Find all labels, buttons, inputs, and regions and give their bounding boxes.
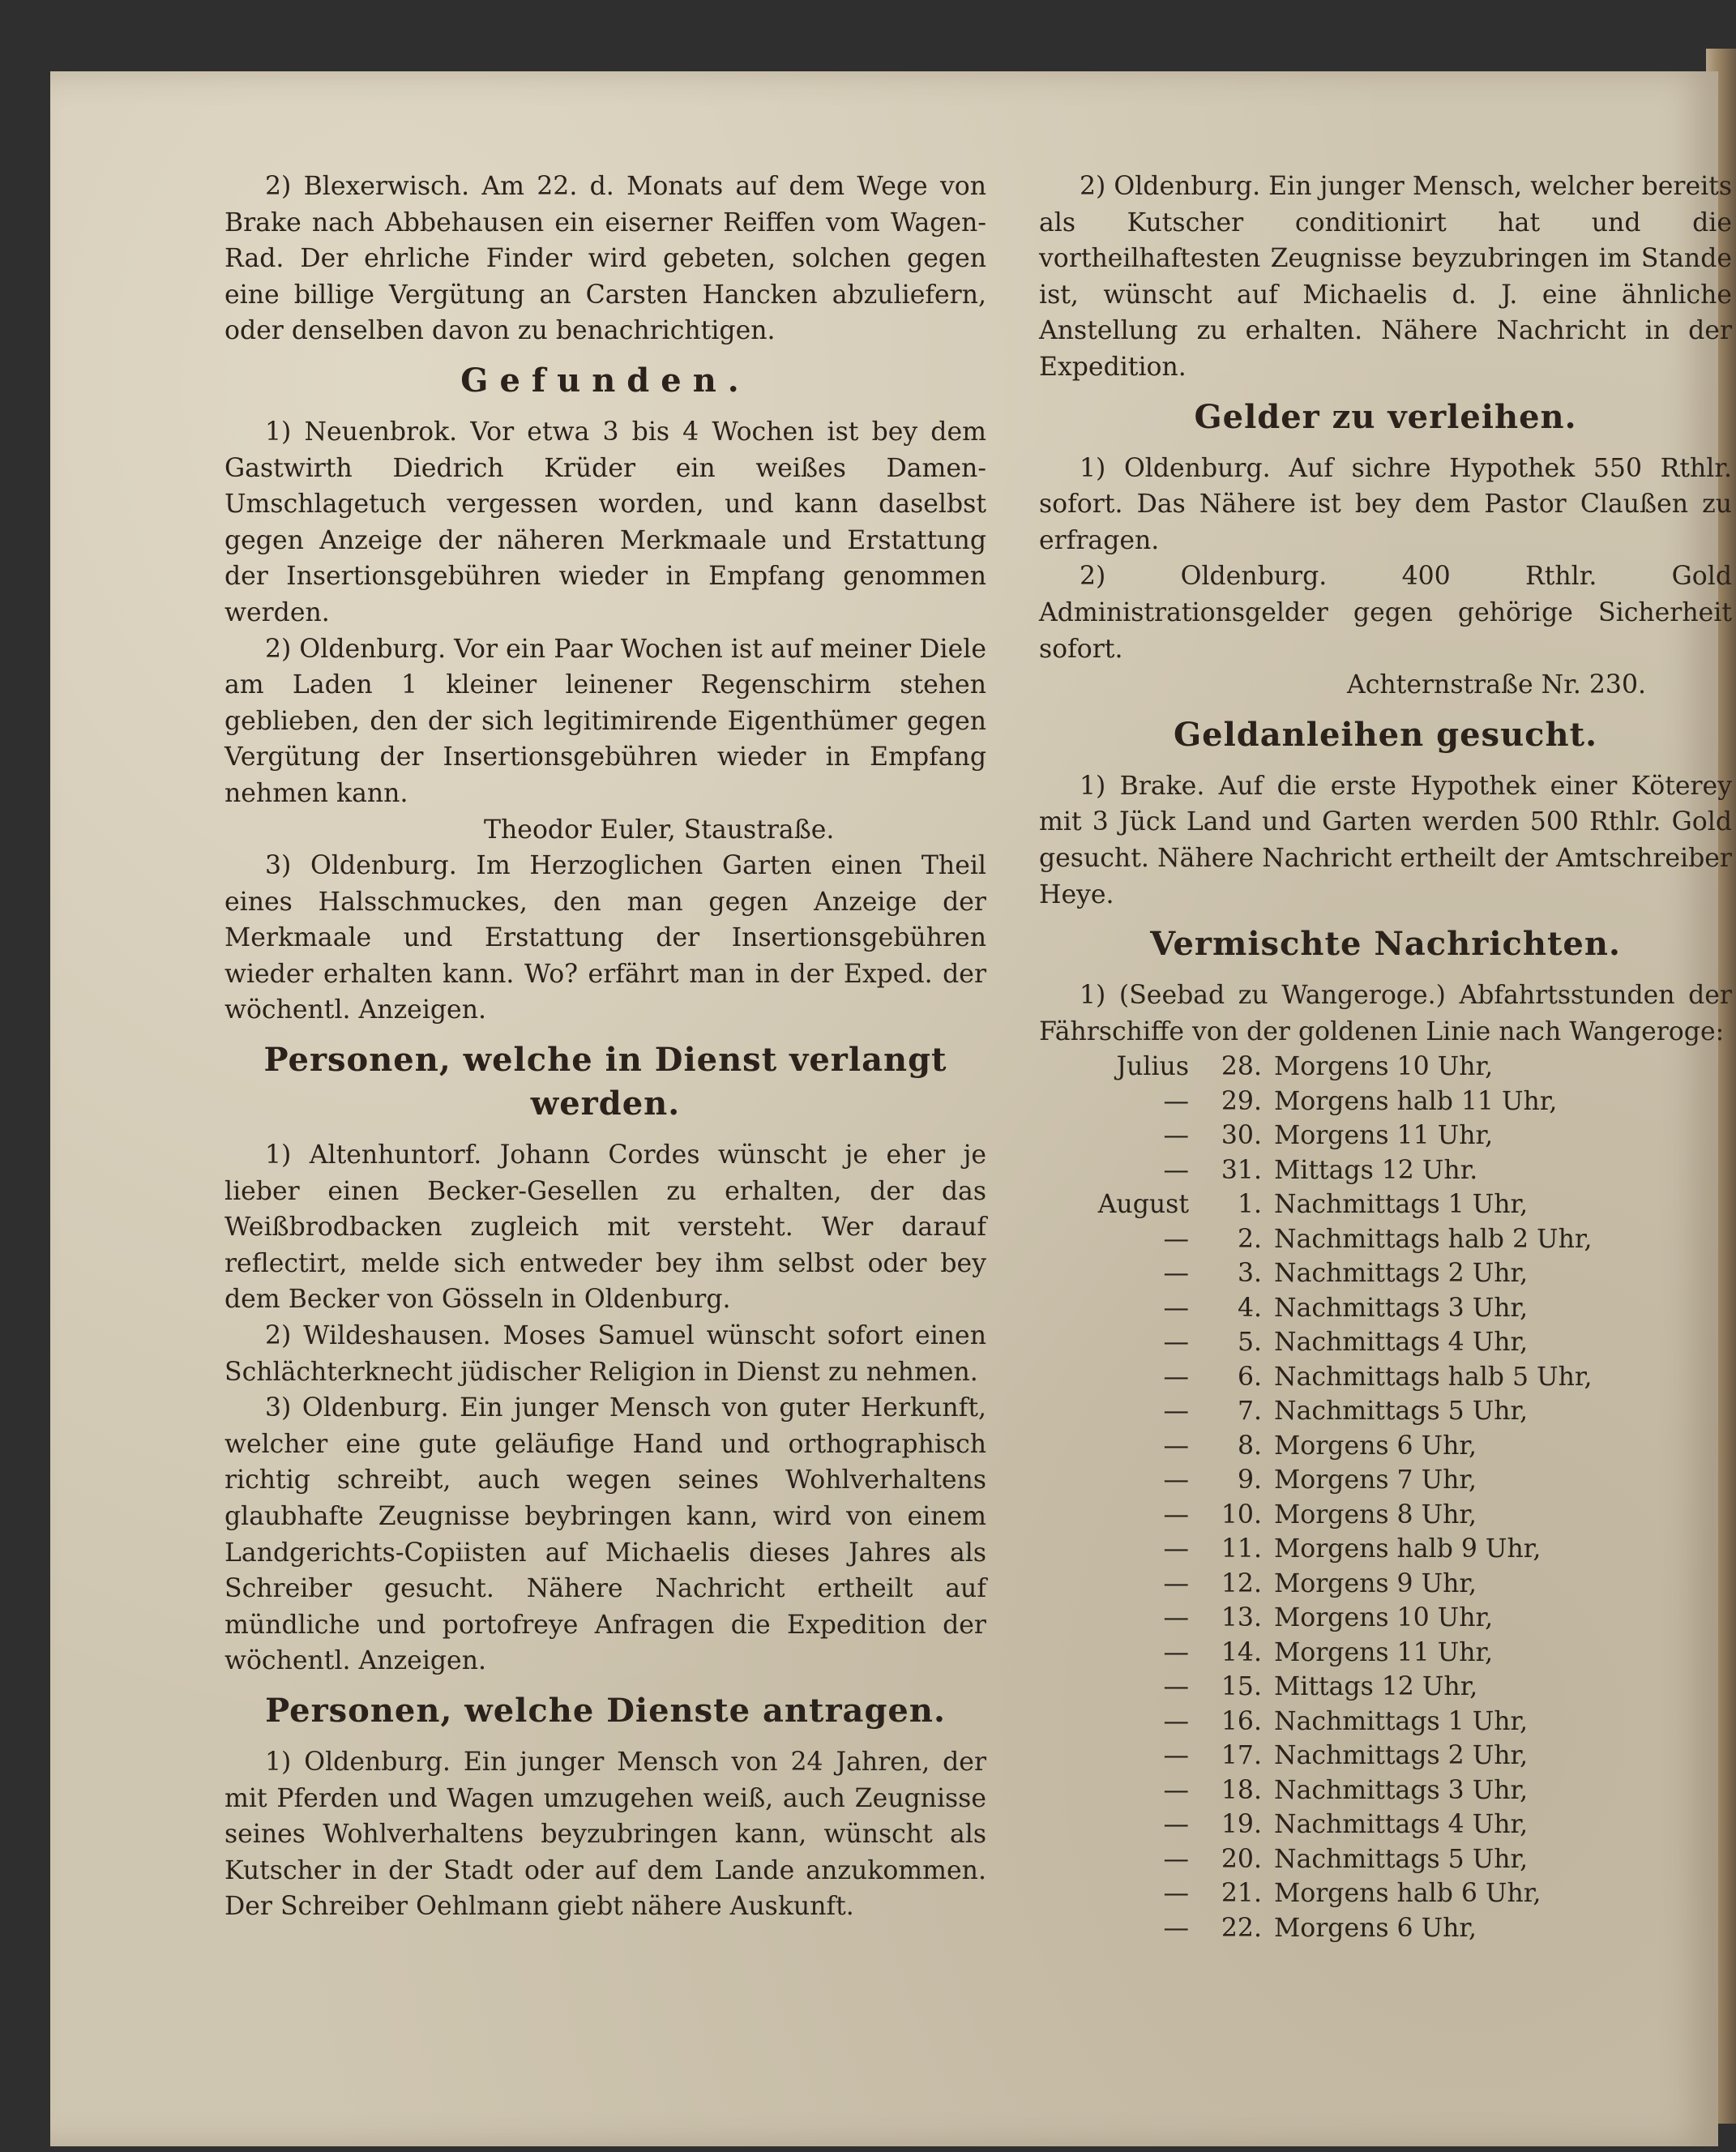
schedule-day: 6. (1237, 1362, 1262, 1392)
schedule-time: Nachmittags 2 Uhr, (1274, 1741, 1529, 1771)
schedule-day: 21. (1221, 1879, 1262, 1909)
schedule-day: 10. (1221, 1500, 1262, 1530)
schedule-time: Morgens 10 Uhr, (1274, 1603, 1494, 1633)
schedule-row (1039, 1567, 1732, 1602)
schedule-day: 31. (1221, 1155, 1262, 1185)
heading-gefunden: Gefunden. (460, 361, 750, 400)
notice-seebad: 1) (Seebad zu Wangeroge.) Abfahrtsstunden der Fährschiffe von der goldenen Linie nach Wangeroge: (1039, 981, 1732, 1046)
schedule-row (1039, 1532, 1732, 1567)
schedule-month: — (1163, 1534, 1189, 1564)
schedule-row (1039, 1394, 1732, 1429)
schedule-day: 20. (1221, 1844, 1262, 1874)
schedule-time: Morgens 9 Uhr, (1274, 1568, 1477, 1598)
notice-geld-1: 1) Oldenburg. Auf sichre Hypothek 550 Rthlr. sofort. Das Nähere ist bey dem Pastor Claußen zu erfragen. (1039, 453, 1732, 555)
right-column (1039, 169, 1732, 1945)
newspaper-page (50, 71, 1732, 2146)
schedule-time: Nachmittags halb 5 Uhr, (1274, 1362, 1593, 1392)
schedule-month: — (1163, 1637, 1189, 1667)
ferry-schedule (1039, 1050, 1732, 1945)
schedule-day: 3. (1237, 1259, 1262, 1289)
schedule-time: Morgens 10 Uhr, (1274, 1052, 1494, 1082)
schedule-row (1039, 1876, 1732, 1911)
schedule-time: Mittags 12 Uhr, (1274, 1672, 1478, 1702)
schedule-month: — (1163, 1844, 1189, 1874)
schedule-month: Julius (1116, 1052, 1189, 1082)
schedule-day: 7. (1237, 1397, 1262, 1427)
schedule-row (1039, 1705, 1732, 1739)
schedule-time: Morgens 7 Uhr, (1274, 1465, 1477, 1495)
schedule-month: — (1163, 1879, 1189, 1909)
schedule-day: 30. (1221, 1121, 1262, 1151)
schedule-month: — (1163, 1741, 1189, 1771)
notice-neuenbrok: 1) Neuenbrok. Vor etwa 3 bis 4 Wochen ist bey dem Gastwirth Diedrich Krüder ein weißes Damen-Umschlagetuch vergessen worden, und kann daselbst gegen Anzeige der näheren Merkmaale und Erstattung der Insertionsgebühren wieder in Empfang genommen werden. (224, 417, 986, 627)
notice-altenhuntorf: 1) Altenhuntorf. Johann Cordes wünscht je eher je lieber einen Becker-Gesellen zu erhalten, der das Weißbrodbacken zugleich mit versteht. Wer darauf reflectirt, melde sich entweder bey ihm selbst oder bey dem Becker von Gösseln in Oldenburg. (224, 1140, 986, 1315)
notice-geld-2-address: Achternstraße Nr. 230. (1347, 670, 1647, 700)
schedule-month: — (1163, 1913, 1189, 1943)
schedule-day: 19. (1221, 1810, 1262, 1840)
schedule-day: 15. (1221, 1672, 1262, 1702)
schedule-day: 28. (1221, 1052, 1262, 1082)
schedule-day: 29. (1221, 1086, 1262, 1116)
schedule-row (1039, 1119, 1732, 1153)
notice-blexerwisch: 2) Blexerwisch. Am 22. d. Monats auf dem Wege von Brake nach Abbehausen ein eiserner Reiffen vom Wagen-Rad. Der ehrliche Finder wird gebeten, solchen gegen eine billige Vergütung an Carsten Hancken abzuliefern, oder denselben davon zu benachrichtigen. (224, 172, 986, 346)
schedule-month: — (1163, 1706, 1189, 1736)
schedule-day: 1. (1237, 1190, 1262, 1220)
schedule-month: — (1163, 1362, 1189, 1392)
schedule-row (1039, 1360, 1732, 1395)
schedule-time: Nachmittags halb 2 Uhr, (1274, 1224, 1593, 1254)
schedule-row (1039, 1773, 1732, 1808)
schedule-time: Nachmittags 3 Uhr, (1274, 1775, 1529, 1805)
schedule-row (1039, 1498, 1732, 1533)
notice-oldenburg-necklace: 3) Oldenburg. Im Herzoglichen Garten einen Theil eines Halsschmuckes, den man gegen Anzeige der Merkmaale und Erstattung der Insertionsgebühren wieder erhalten kann. Wo? erfährt man in der Exped. der wöchentl. Anzeigen. (224, 851, 986, 1025)
schedule-month: — (1163, 1259, 1189, 1289)
schedule-day: 11. (1221, 1534, 1262, 1564)
schedule-time: Morgens 6 Uhr, (1274, 1431, 1477, 1461)
schedule-month: — (1163, 1397, 1189, 1427)
schedule-row (1039, 1085, 1732, 1119)
schedule-month: — (1163, 1086, 1189, 1116)
schedule-time: Nachmittags 3 Uhr, (1274, 1293, 1529, 1323)
notice-brake: 1) Brake. Auf die erste Hypothek einer Köterey mit 3 Jück Land und Garten werden 500 Rthlr. Gold gesucht. Nähere Nachricht ertheilt der Amtschreiber Heye. (1039, 771, 1732, 909)
schedule-month: — (1163, 1328, 1189, 1358)
schedule-month: — (1163, 1810, 1189, 1840)
schedule-row (1039, 1291, 1732, 1326)
schedule-day: 5. (1237, 1328, 1262, 1358)
schedule-time: Nachmittags 4 Uhr, (1274, 1810, 1529, 1840)
schedule-time: Morgens halb 9 Uhr, (1274, 1534, 1541, 1564)
schedule-day: 14. (1221, 1637, 1262, 1667)
schedule-time: Morgens 11 Uhr, (1274, 1121, 1494, 1151)
schedule-time: Nachmittags 1 Uhr, (1274, 1706, 1529, 1736)
schedule-day: 16. (1221, 1706, 1262, 1736)
schedule-row (1039, 1463, 1732, 1498)
schedule-row (1039, 1911, 1732, 1946)
schedule-day: 17. (1221, 1741, 1262, 1771)
schedule-row (1039, 1050, 1732, 1085)
schedule-month: — (1163, 1224, 1189, 1254)
notice-oldenburg-umbrella: 2) Oldenburg. Vor ein Paar Wochen ist auf meiner Diele am Laden 1 kleiner leinener Regenschirm stehen geblieben, den der sich legitimirende Eigenthümer gegen Vergütung der Insertionsgebühren wieder in Empfang nehmen kann. (224, 634, 986, 808)
schedule-row (1039, 1187, 1732, 1222)
schedule-time: Nachmittags 1 Uhr, (1274, 1190, 1529, 1220)
notice-wildeshausen: 2) Wildeshausen. Moses Samuel wünscht sofort einen Schlächterknecht jüdischer Religion in Dienst zu nehmen. (224, 1321, 986, 1387)
schedule-row (1039, 1670, 1732, 1705)
schedule-time: Nachmittags 5 Uhr, (1274, 1844, 1529, 1874)
schedule-day: 12. (1221, 1568, 1262, 1598)
heading-dienst-verlangt: Personen, welche in Dienst verlangt werden. (263, 1041, 947, 1123)
schedule-day: 18. (1221, 1775, 1262, 1805)
schedule-time: Nachmittags 4 Uhr, (1274, 1328, 1529, 1358)
schedule-time: Nachmittags 5 Uhr, (1274, 1397, 1529, 1427)
heading-vermischte: Vermischte Nachrichten. (1150, 925, 1621, 964)
schedule-month: — (1163, 1568, 1189, 1598)
schedule-row (1039, 1325, 1732, 1360)
schedule-month: — (1163, 1293, 1189, 1323)
schedule-row (1039, 1429, 1732, 1464)
schedule-time: Morgens halb 6 Uhr, (1274, 1879, 1541, 1909)
schedule-month: — (1163, 1775, 1189, 1805)
schedule-day: 8. (1237, 1431, 1262, 1461)
signature-euler: Theodor Euler, Staustraße. (484, 815, 835, 845)
schedule-day: 9. (1237, 1465, 1262, 1495)
schedule-month: — (1163, 1500, 1189, 1530)
schedule-row (1039, 1808, 1732, 1842)
schedule-day: 2. (1237, 1224, 1262, 1254)
schedule-month: August (1097, 1190, 1189, 1220)
notice-geld-2: 2) Oldenburg. 400 Rthlr. Gold Administrationsgelder gegen gehörige Sicherheit sofort. (1039, 562, 1732, 664)
schedule-row (1039, 1222, 1732, 1257)
schedule-day: 13. (1221, 1603, 1262, 1633)
schedule-day: 4. (1237, 1293, 1262, 1323)
notice-oldenburg-kutscher: 1) Oldenburg. Ein junger Mensch von 24 Jahren, der mit Pferden und Wagen umzugehen weiß, auch Zeugnisse seines Wohlverhaltens beyzubringen kann, wünscht als Kutscher in der Stadt oder auf dem Lande anzukommen. Der Schreiber Oehlmann giebt nähere Auskunft. (224, 1747, 986, 1922)
schedule-time: Morgens 11 Uhr, (1274, 1637, 1494, 1667)
schedule-month: — (1163, 1121, 1189, 1151)
notice-oldenburg-schreiber: 3) Oldenburg. Ein junger Mensch von guter Herkunft, welcher eine gute geläufige Hand und orthographisch richtig schreibt, auch wegen seines Wohlverhaltens glaubhafte Zeugnisse beybringen kann, wird von einem Landgerichts-Copiisten auf Michaelis dieses Jahres als Schreiber gesucht. Nähere Nachricht ertheilt auf mündliche und portofreye Anfragen die Expedition der wöchentl. Anzeigen. (224, 1393, 986, 1676)
schedule-month: — (1163, 1603, 1189, 1633)
schedule-time: Morgens halb 11 Uhr, (1274, 1086, 1558, 1116)
schedule-row (1039, 1256, 1732, 1291)
schedule-month: — (1163, 1155, 1189, 1185)
heading-geldanleihen: Geldanleihen gesucht. (1173, 715, 1597, 754)
schedule-day: 22. (1221, 1913, 1262, 1943)
schedule-time: Morgens 8 Uhr, (1274, 1500, 1477, 1530)
schedule-time: Mittags 12 Uhr. (1274, 1155, 1478, 1185)
schedule-row (1039, 1842, 1732, 1877)
schedule-month: — (1163, 1672, 1189, 1702)
schedule-row (1039, 1636, 1732, 1671)
heading-gelder-verleihen: Gelder zu verleihen. (1194, 397, 1577, 436)
left-column (224, 169, 986, 1925)
schedule-row (1039, 1739, 1732, 1773)
schedule-row (1039, 1601, 1732, 1636)
schedule-time: Nachmittags 2 Uhr, (1274, 1259, 1529, 1289)
heading-dienste-antragen: Personen, welche Dienste antragen. (265, 1691, 946, 1730)
schedule-month: — (1163, 1431, 1189, 1461)
notice-oldenburg-kutscher-2: 2) Oldenburg. Ein junger Mensch, welcher bereits als Kutscher conditionirt hat und die vortheilhaftesten Zeugnisse beyzubringen im Stande ist, wünscht auf Michaelis d. J. eine ähnliche Anstellung zu erhalten. Nähere Nachricht in der Expedition. (1039, 172, 1732, 382)
schedule-row (1039, 1153, 1732, 1188)
schedule-time: Morgens 6 Uhr, (1274, 1913, 1477, 1943)
schedule-month: — (1163, 1465, 1189, 1495)
